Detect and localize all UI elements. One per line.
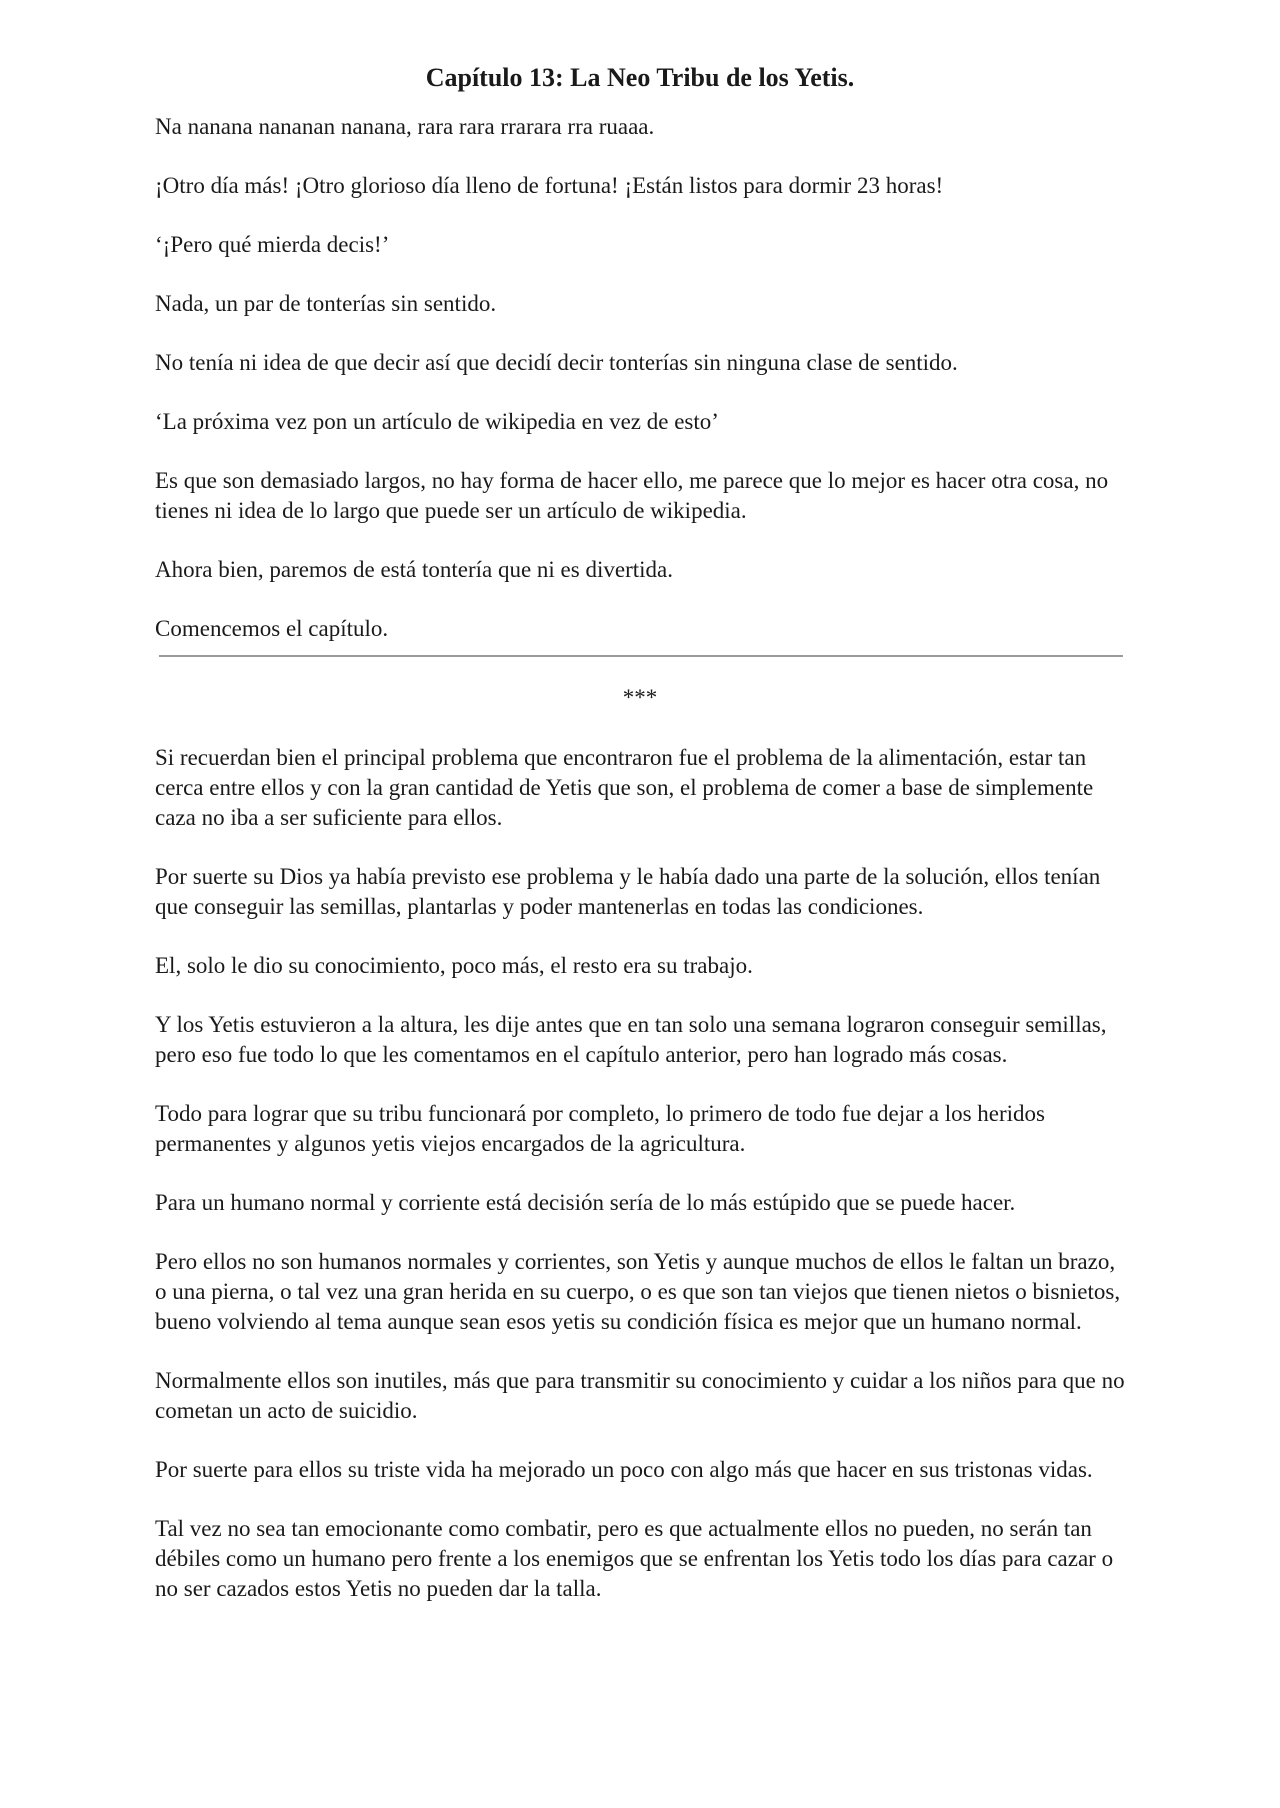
intro-paragraph: Na nanana nananan nanana, rara rara rrarara rra ruaaa. xyxy=(155,114,655,139)
document-page xyxy=(155,58,1125,1633)
body-paragraph: Para un humano normal y corriente está decisión sería de lo más estúpido que se puede hacer. xyxy=(155,1190,1016,1215)
intro-paragraph: ‘La próxima vez pon un artículo de wikipedia en vez de esto’ xyxy=(155,409,719,434)
body-paragraph: Si recuerdan bien el principal problema que encontraron fue el problema de la alimentación, estar tan cerca entre ellos y con la gran cantidad de Yetis que son, el problema de comer a base de simplemente caza no iba a ser suficiente para ellos. xyxy=(155,745,1094,830)
body-paragraph: Y los Yetis estuvieron a la altura, les dije antes que en tan solo una semana lograron conseguir semillas, pero eso fue todo lo que les comentamos en el capítulo anterior, pero han logrado más cosas. xyxy=(155,1012,1107,1067)
intro-paragraph: ‘¡Pero qué mierda decis!’ xyxy=(155,232,390,257)
intro-paragraph: No tenía ni idea de que decir así que decidí decir tonterías sin ninguna clase de sentido. xyxy=(155,350,958,375)
intro-paragraph: ¡Otro día más! ¡Otro glorioso día lleno de fortuna! ¡Están listos para dormir 23 horas! xyxy=(155,173,944,198)
intro-paragraph: Nada, un par de tonterías sin sentido. xyxy=(155,291,497,316)
scene-break: *** xyxy=(622,685,658,710)
intro-paragraph: Es que son demasiado largos, no hay forma de hacer ello, me parece que lo mejor es hacer otra cosa, no tienes ni idea de lo largo que puede ser un artículo de wikipedia. xyxy=(155,468,1109,523)
body-paragraph: Por suerte su Dios ya había previsto ese problema y le había dado una parte de la solución, ellos tenían que conseguir las semillas, plantarlas y poder mantenerlas en todas las condiciones. xyxy=(155,864,1101,919)
body-paragraph: Tal vez no sea tan emocionante como combatir, pero es que actualmente ellos no pueden, no serán tan débiles como un humano pero frente a los enemigos que se enfrentan los Yetis todo los días para cazar o no ser cazados estos Yetis no pueden dar la talla. xyxy=(155,1516,1114,1601)
chapter-title: Capítulo 13: La Neo Tribu de los Yetis. xyxy=(425,63,855,92)
body-paragraph: Normalmente ellos son inutiles, más que para transmitir su conocimiento y cuidar a los niños para que no cometan un acto de suicidio. xyxy=(155,1368,1125,1423)
intro-paragraph: Comencemos el capítulo. xyxy=(155,616,389,641)
body-paragraph: Todo para lograr que su tribu funcionará por completo, lo primero de todo fue dejar a los heridos permanentes y algunos yetis viejos encargados de la agricultura. xyxy=(155,1101,1046,1156)
body-paragraph: Por suerte para ellos su triste vida ha mejorado un poco con algo más que hacer en sus tristonas vidas. xyxy=(155,1457,1093,1482)
body-paragraph: El, solo le dio su conocimiento, poco más, el resto era su trabajo. xyxy=(155,953,753,978)
horizontal-rule xyxy=(159,655,1123,657)
body-paragraph: Pero ellos no son humanos normales y corrientes, son Yetis y aunque muchos de ellos le faltan un brazo, o una pierna, o tal vez una gran herida en su cuerpo, o es que son tan viejos que tienen nietos o bisnietos, bueno volviendo al tema aunque sean esos yetis su condición física es mejor que un humano normal. xyxy=(155,1249,1121,1334)
intro-paragraph: Ahora bien, paremos de está tontería que ni es divertida. xyxy=(155,557,673,582)
